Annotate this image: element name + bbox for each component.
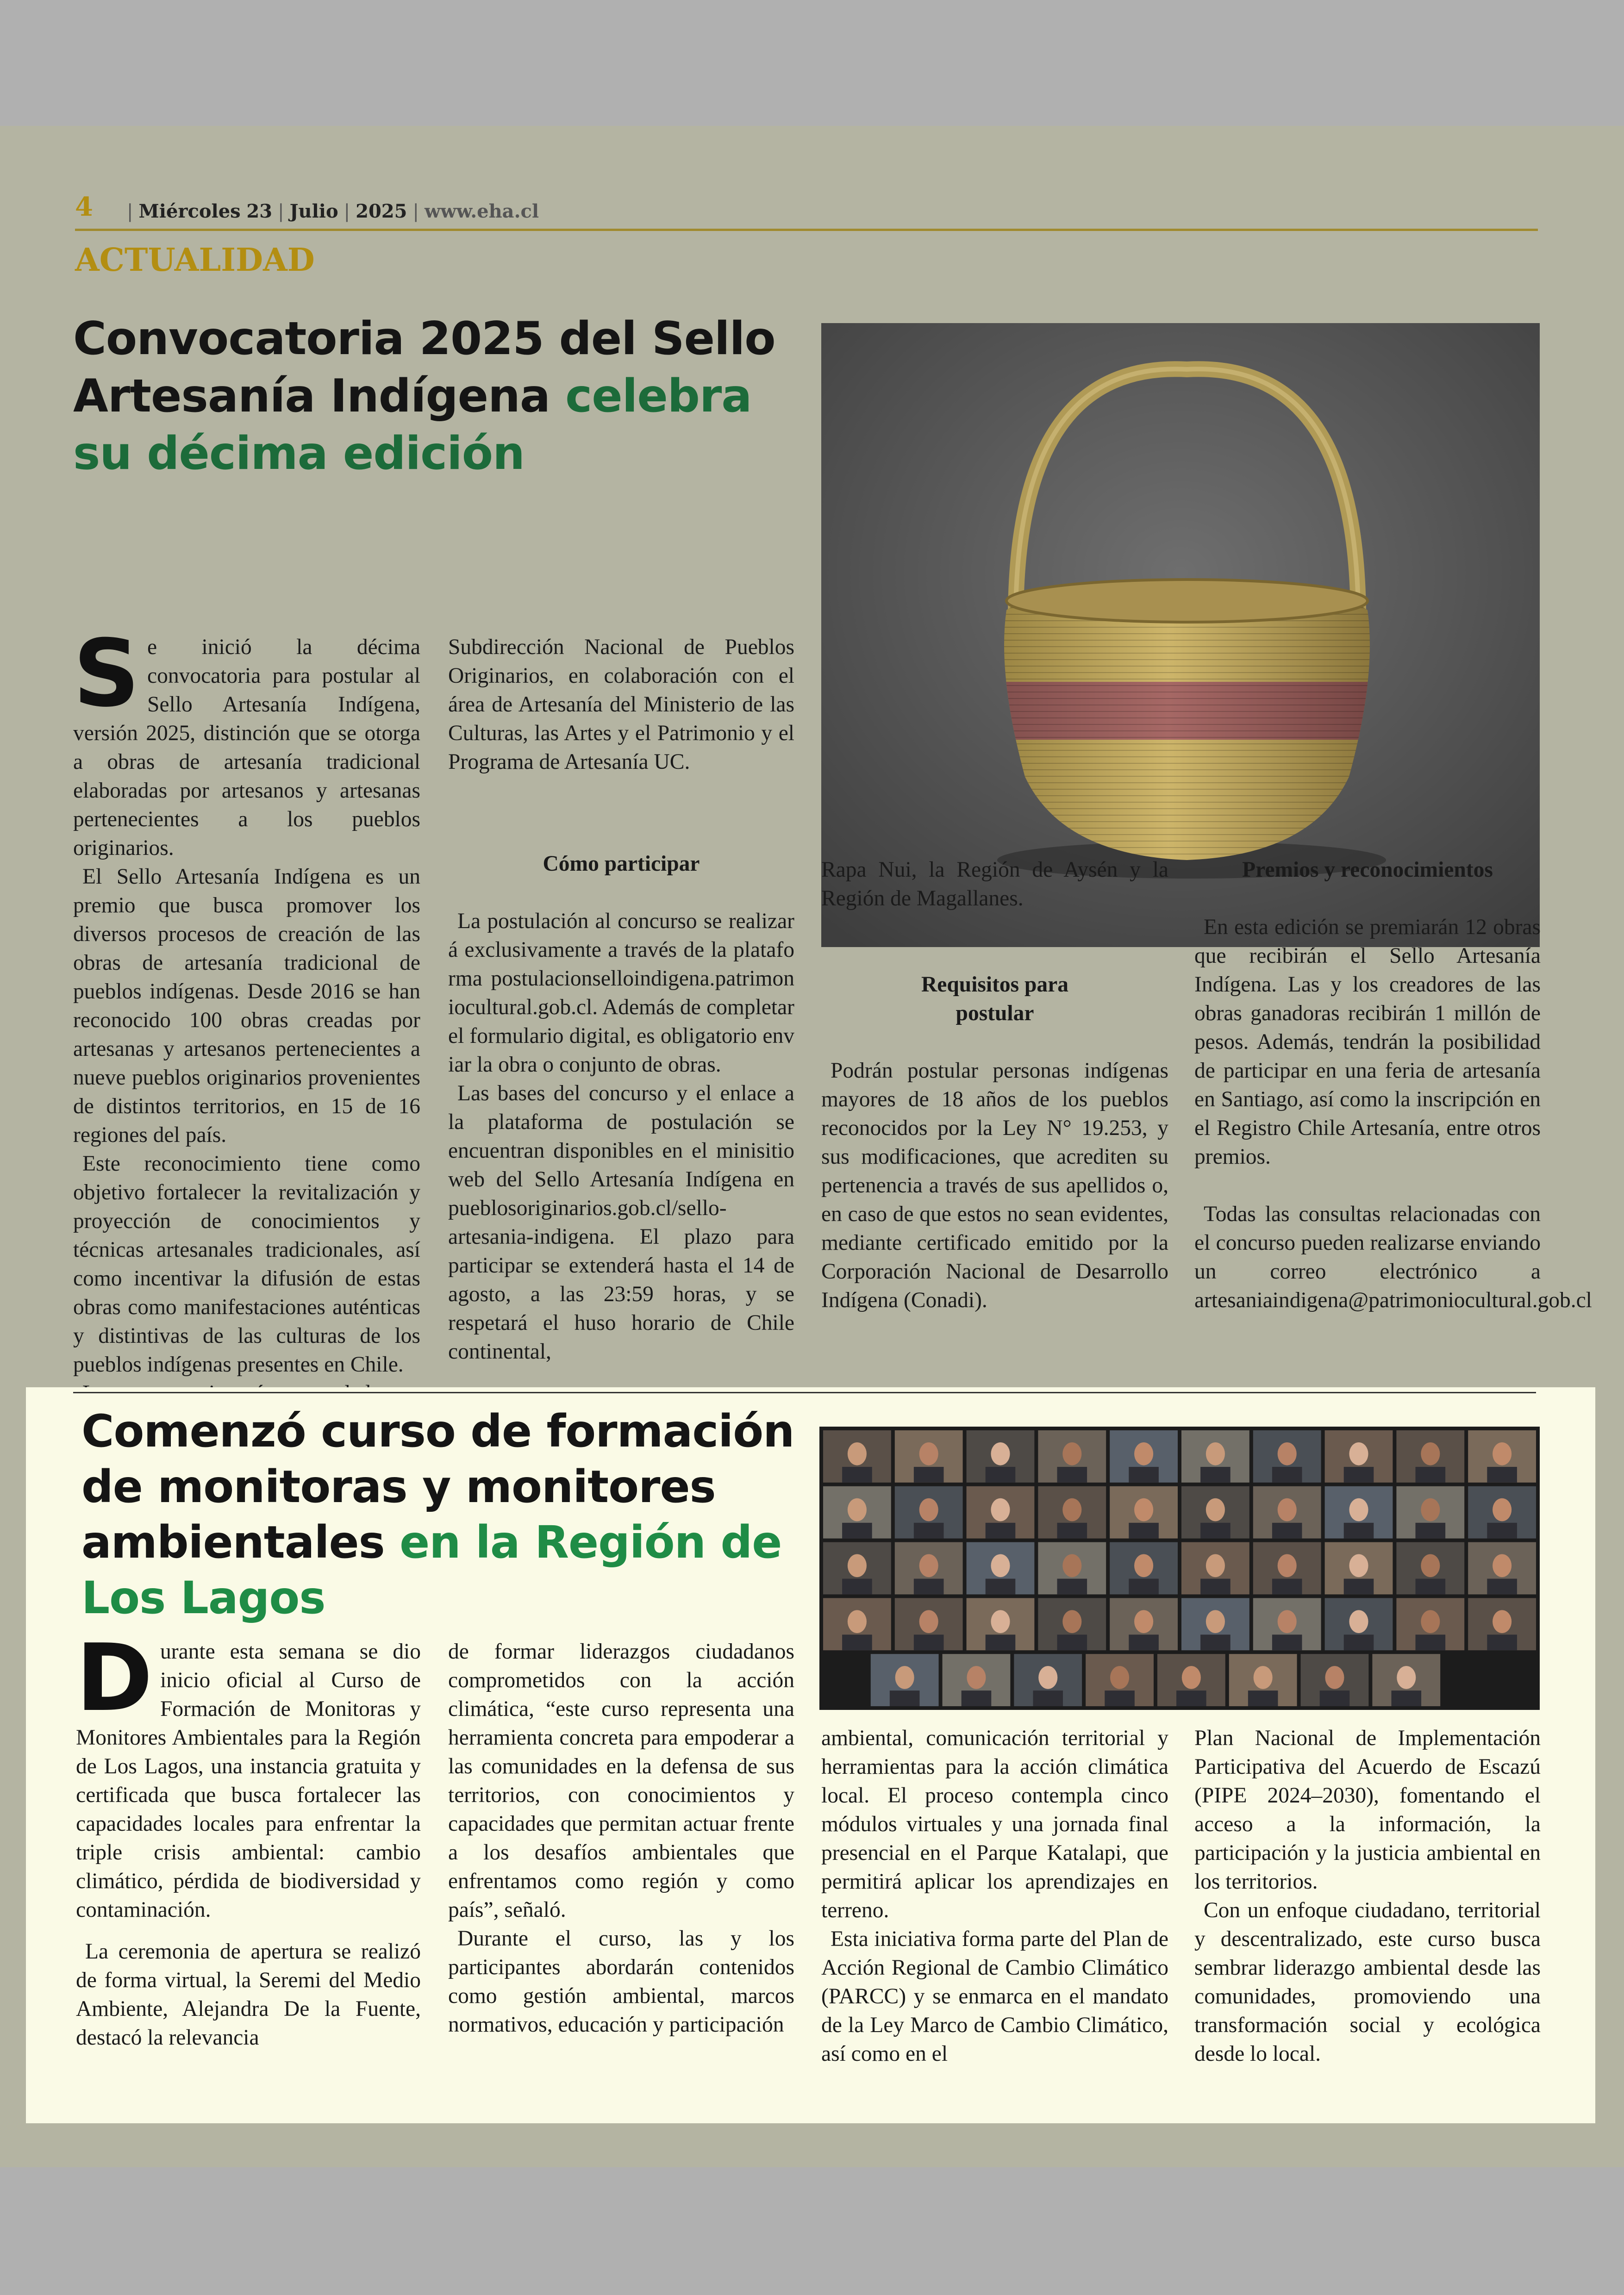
- article1-paragraph: La postulación al concurso se realizará exclusivamente a través de la plataforma postulacionselloindigena.patrimoniocultural.gob.cl. Además de completar el formulario digital, es obligatorio enviar la obra o conjunto de obras.: [448, 909, 794, 1077]
- article1-column-1: [73, 620, 420, 1408]
- video-tile: [1181, 1430, 1249, 1483]
- video-tile: [1325, 1598, 1393, 1650]
- video-tile: [1325, 1430, 1393, 1483]
- article2-drop-cap: D: [76, 1624, 153, 1732]
- header-website-link[interactable]: www.eha.cl: [424, 200, 539, 222]
- subhead-requisitos: Requisitos para postular: [921, 973, 1069, 1025]
- video-tile: [823, 1486, 891, 1539]
- video-tile: [1181, 1486, 1249, 1539]
- video-tile: [1110, 1430, 1178, 1483]
- video-tile: [1253, 1598, 1321, 1650]
- header-weekday: Miércoles: [138, 200, 241, 222]
- video-tile: [823, 1598, 891, 1650]
- video-tile: [1301, 1654, 1369, 1706]
- article2-paragraph: Esta iniciativa forma parte del Plan de Acción Regional de Cambio Climático (PARCC) y se enmarca en el mandato de la Ley Marco de Cambio Climático, así como en el: [821, 1927, 1168, 2066]
- video-tile: [1229, 1654, 1297, 1706]
- article2-paragraph: Plan Nacional de Implementación Participativa del Acuerdo de Escazú (PIPE 2024–2030), fomentando el acceso a la información, la participación y la justicia ambiental en los territorios.: [1194, 1726, 1541, 1894]
- video-tile: [1253, 1430, 1321, 1483]
- article1-column-4: [1194, 855, 1592, 1315]
- video-tile: [871, 1654, 939, 1706]
- article1-headline-dark: Convocatoria 2025 del Sello Artesanía Indígena: [73, 312, 775, 423]
- article1-paragraph: Este reconocimiento tiene como objetivo fortalecer la revitalización y proyección de conocimientos y técnicas artesanales tradicionales, así como incentivar la difusión de estas obras como manifestaciones auténticas y distintivas de las culturas de los pueblos indígenas presentes en Chile.: [73, 1152, 420, 1377]
- header-year: 2025: [356, 200, 407, 222]
- video-tile: [1086, 1654, 1154, 1706]
- video-tile: [1468, 1486, 1536, 1539]
- article1-paragraph: En esta edición se premiarán 12 obras que recibirán el Sello Artesanía Indígena. Las y los creadores de las obras ganadoras recibirán 1 millón de pesos. Además, tendrán la posibilidad de participar en una feria de artesanía en Santiago, así como la inscripción en el Registro Chile Artesanía, entre otros premios.: [1194, 915, 1541, 1169]
- video-tile: [1253, 1486, 1321, 1539]
- video-tile: [1468, 1598, 1536, 1650]
- header-rule: [75, 229, 1538, 231]
- video-tile: [1110, 1486, 1178, 1539]
- newspaper-page: [0, 126, 1624, 2167]
- video-tile: [1396, 1542, 1464, 1595]
- video-tile: [895, 1598, 963, 1650]
- video-tile: [1038, 1598, 1106, 1650]
- video-tile: [1181, 1598, 1249, 1650]
- video-tile: [1325, 1542, 1393, 1595]
- page-number: 4: [75, 192, 93, 222]
- article1-drop-cap: S: [73, 620, 140, 728]
- article2-paragraph: de formar liderazgos ciudadanos comprometidos con la acción climática, “este curso representa una herramienta concreta para empoderar a las comunidades en la defensa de sus territorios, con conocimientos y capacidades que permitan actuar frente a los desafíos ambientales que enfrentamos como región y como país”, señaló.: [448, 1640, 794, 1922]
- video-tile: [895, 1542, 963, 1595]
- subhead-premios: Premios y reconocimientos: [1242, 858, 1493, 882]
- header-day: 23: [246, 200, 273, 222]
- article1-paragraph: Subdirección Nacional de Pueblos Originarios, en colaboración con el área de Artesanía del Ministerio de las Culturas, las Artes y el Patrimonio y el Programa de Artesanía UC.: [448, 635, 794, 774]
- video-tile: [1396, 1486, 1464, 1539]
- video-tile: [1468, 1542, 1536, 1595]
- video-tile: [1372, 1654, 1440, 1706]
- page-header: 4 | Miércoles 23 | Julio | 2025 | www.eha.cl: [75, 192, 539, 222]
- video-tile: [895, 1430, 963, 1483]
- video-tile: [895, 1486, 963, 1539]
- video-tile: [1038, 1430, 1106, 1483]
- article2-paragraph: Con un enfoque ciudadano, territorial y descentralizado, este curso busca sembrar liderazgo ambiental desde las comunidades, promoviendo una transformación social y ecológica desde lo local.: [1194, 1898, 1541, 2066]
- video-tile: [823, 1542, 891, 1595]
- article2-column-2: [448, 1637, 794, 2039]
- video-tile: [967, 1542, 1035, 1595]
- video-tile: [967, 1486, 1035, 1539]
- article2-paragraph: urante esta semana se dio inicio oficial al Curso de Formación de Monitoras y Monitores Ambientales para la Región de Los Lagos, una instancia gratuita y certificada que busca fortalecer las capacidades locales para enfrentar la triple crisis ambiental: cambio climático, pérdida de biodiversidad y contaminación.: [76, 1640, 421, 1922]
- article1-paragraph: El Sello Artesanía Indígena es un premio que busca promover los diversos procesos de creación de las obras de artesanía tradicional de pueblos indígenas. Desde 2016 se han reconocido 100 obras creadas por artesanas y artesanos pertenecientes a nueve pueblos originarios provenientes de distintos territorios, en 15 de 16 regiones del país.: [73, 865, 420, 1147]
- section-label: ACTUALIDAD: [75, 242, 315, 279]
- header-month: Julio: [289, 200, 338, 222]
- video-tile: [1325, 1486, 1393, 1539]
- article2-headline-green: en la Región de Los Lagos: [81, 1516, 782, 1624]
- article2-paragraph: La ceremonia de apertura se realizó de forma virtual, la Seremi del Medio Ambiente, Alejandra De la Fuente, destacó la relevancia: [76, 1940, 421, 2050]
- subhead-como-participar: Cómo participar: [543, 852, 700, 876]
- video-tile: [1014, 1654, 1082, 1706]
- video-tile: [1396, 1430, 1464, 1483]
- video-tile: [1038, 1542, 1106, 1595]
- basket-photo: [821, 323, 1540, 947]
- article1-paragraph: Las bases del concurso y el enlace a la plataforma de postulación se encuentran disponibles en el minisitio web del Sello Artesanía Indígena en pueblosoriginarios.gob.cl/sello-artesania-indigena. El plazo para participar se extenderá hasta el 14 de agosto, a las 23:59 horas, y se respetará el huso horario de Chile continental,: [448, 1081, 794, 1364]
- video-tile: [1181, 1542, 1249, 1595]
- video-tile: [1253, 1542, 1321, 1595]
- article2-column-4: [1194, 1724, 1541, 2068]
- article1-column-2: [448, 633, 794, 1366]
- video-tile: [823, 1430, 891, 1483]
- article2-column-3: [821, 1724, 1168, 2068]
- video-tile: [1110, 1542, 1178, 1595]
- article1-headline-green: celebra su décima edición: [73, 370, 752, 480]
- video-tile: [967, 1430, 1035, 1483]
- article2-headline-dark: Comenzó curso de formación de monitoras y monitores ambientales: [81, 1405, 794, 1568]
- article-divider: [73, 1392, 1536, 1393]
- video-call-grid-photo: [819, 1427, 1540, 1710]
- video-tile: [1396, 1598, 1464, 1650]
- video-tile: [1110, 1598, 1178, 1650]
- video-tile: [943, 1654, 1011, 1706]
- article2-paragraph: Durante el curso, las y los participantes abordarán contenidos como gestión ambiental, marcos normativos, educación y participación: [448, 1927, 794, 2037]
- video-tile: [1038, 1486, 1106, 1539]
- article2-paragraph: ambiental, comunicación territorial y herramientas para la acción climática local. El proceso contempla cinco módulos virtuales y una jornada final presencial en el Parque Katalapi, que permitirá aplicar los aprendizajes en terreno.: [821, 1726, 1168, 1922]
- article1-paragraph: Rapa Nui, la Región de Aysén y la Región de Magallanes.: [821, 858, 1168, 911]
- video-tile: [1468, 1430, 1536, 1483]
- article2-headline: [81, 1403, 822, 1626]
- article1-headline: [73, 310, 814, 482]
- article1-column-3: [821, 855, 1168, 1315]
- video-tile: [967, 1598, 1035, 1650]
- article1-contact-paragraph: Todas las consultas relacionadas con el concurso pueden realizarse enviando un correo electrónico a artesaniaindigena@patrimoniocultural.gob.cl: [1194, 1202, 1592, 1312]
- article1-paragraph: Podrán postular personas indígenas mayores de 18 años de los pueblos reconocidos por la Ley N° 19.253, y sus modificaciones, que acrediten su pertenencia a través de sus apellidos o, en caso de que estos no sean evidentes, mediante certificado emitido por la Corporación Nacional de Desarrollo Indígena (Conadi).: [821, 1059, 1168, 1312]
- video-tile: [1157, 1654, 1225, 1706]
- article1-paragraph: e inició la décima convocatoria para postular al Sello Artesanía Indígena, versión 2025, distinción que se otorga a obras de artesanía tradicional elaboradas por artesanos y artesanas pertenecientes a los pueblos originarios.: [73, 635, 420, 860]
- article2-column-1: [76, 1624, 421, 2052]
